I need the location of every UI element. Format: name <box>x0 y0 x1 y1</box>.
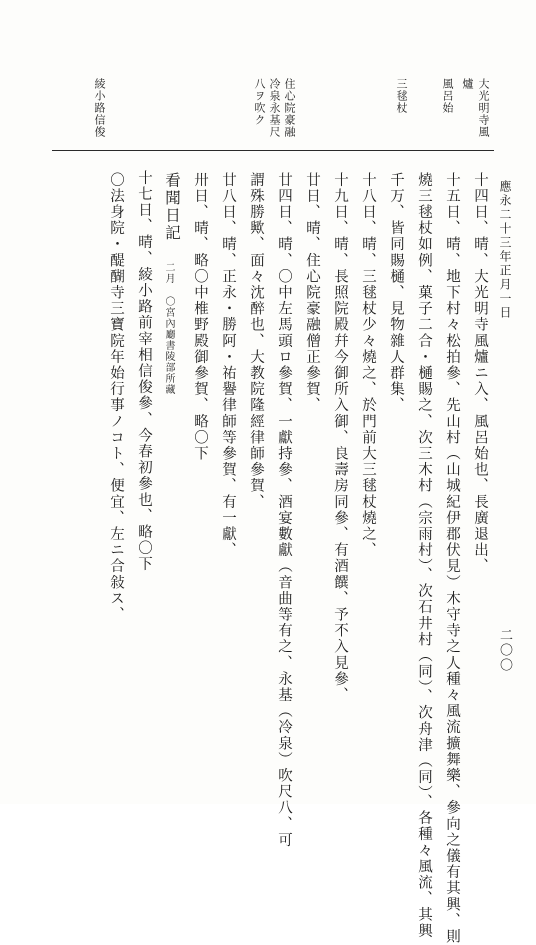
source-title: 看聞日記 <box>163 172 181 242</box>
text-column: 燒三毬杖如例、菓子二合・樋賜之、次三木村（宗雨村）、次石井村（同）、次舟津（同）、各種々風流、其興 <box>416 172 432 940</box>
headnote: 綾小路信俊 <box>93 78 106 138</box>
source-note: 二月 〇宮內廳書陵部所藏 <box>163 262 174 395</box>
headnote: 冷泉永基尺 <box>268 78 281 138</box>
headnote: 大光明寺風 <box>477 78 490 138</box>
page-number: 二〇〇 <box>497 628 512 673</box>
headnote: 風呂始 <box>441 78 454 114</box>
text-column: 〇法身院・醍醐寺三寶院年始行事ノコト、便宜、左ニ合敍ス、 <box>108 172 124 623</box>
text-column: 十五日、晴、地下村々松拍參、先山村（山城紀伊郡伏見）木守寺之人種々風流擴舞樂、參向之儀有其興、則 <box>444 172 460 945</box>
text-column: 十八日、晴、三毬杖少々燒之、於門前大三毬杖燒之、 <box>360 172 376 559</box>
text-column: 卅日、晴、略〇中椎野殿御參賀、略〇下 <box>192 172 208 462</box>
text-column: 十九日、晴、長照院殿幷今御所入御、良壽房同參、有酒饌、予不入見參、 <box>332 172 348 704</box>
text-column: 千万、皆同賜樋、見物雜人群集、 <box>388 172 404 414</box>
text-column: 廿八日、晴、正永・勝阿・祐譽律師等參賀、有一獻、 <box>220 172 236 559</box>
text-column: 廿四日、晴、〇中左馬頭ロ參賀、一獻持參、酒宴數獻（音曲等有之、永基（冷泉）吹尺八、可 <box>276 172 292 849</box>
headnote-divider <box>52 150 494 151</box>
headnote: 爐 <box>461 78 474 90</box>
headnote: 住心院豪融 <box>283 78 296 138</box>
running-header: 應永二十三年正月一日 <box>498 180 512 320</box>
text-column: 謂殊勝歟、面々沈醉也、大教院隆經律師參賀、 <box>248 172 264 511</box>
text-column: 廿日、晴、住心院豪融僧正參賀、 <box>304 172 320 414</box>
headnote: 八ヲ吹ク <box>253 78 266 126</box>
text-column: 十四日、晴、大光明寺風爐ニ入、風呂始也、長廣退出、 <box>472 172 488 575</box>
headnote: 三毬杖 <box>395 78 408 114</box>
text-column: 十七日、晴、綾小路前宰相信俊參、今春初參也、略〇下 <box>136 170 152 573</box>
